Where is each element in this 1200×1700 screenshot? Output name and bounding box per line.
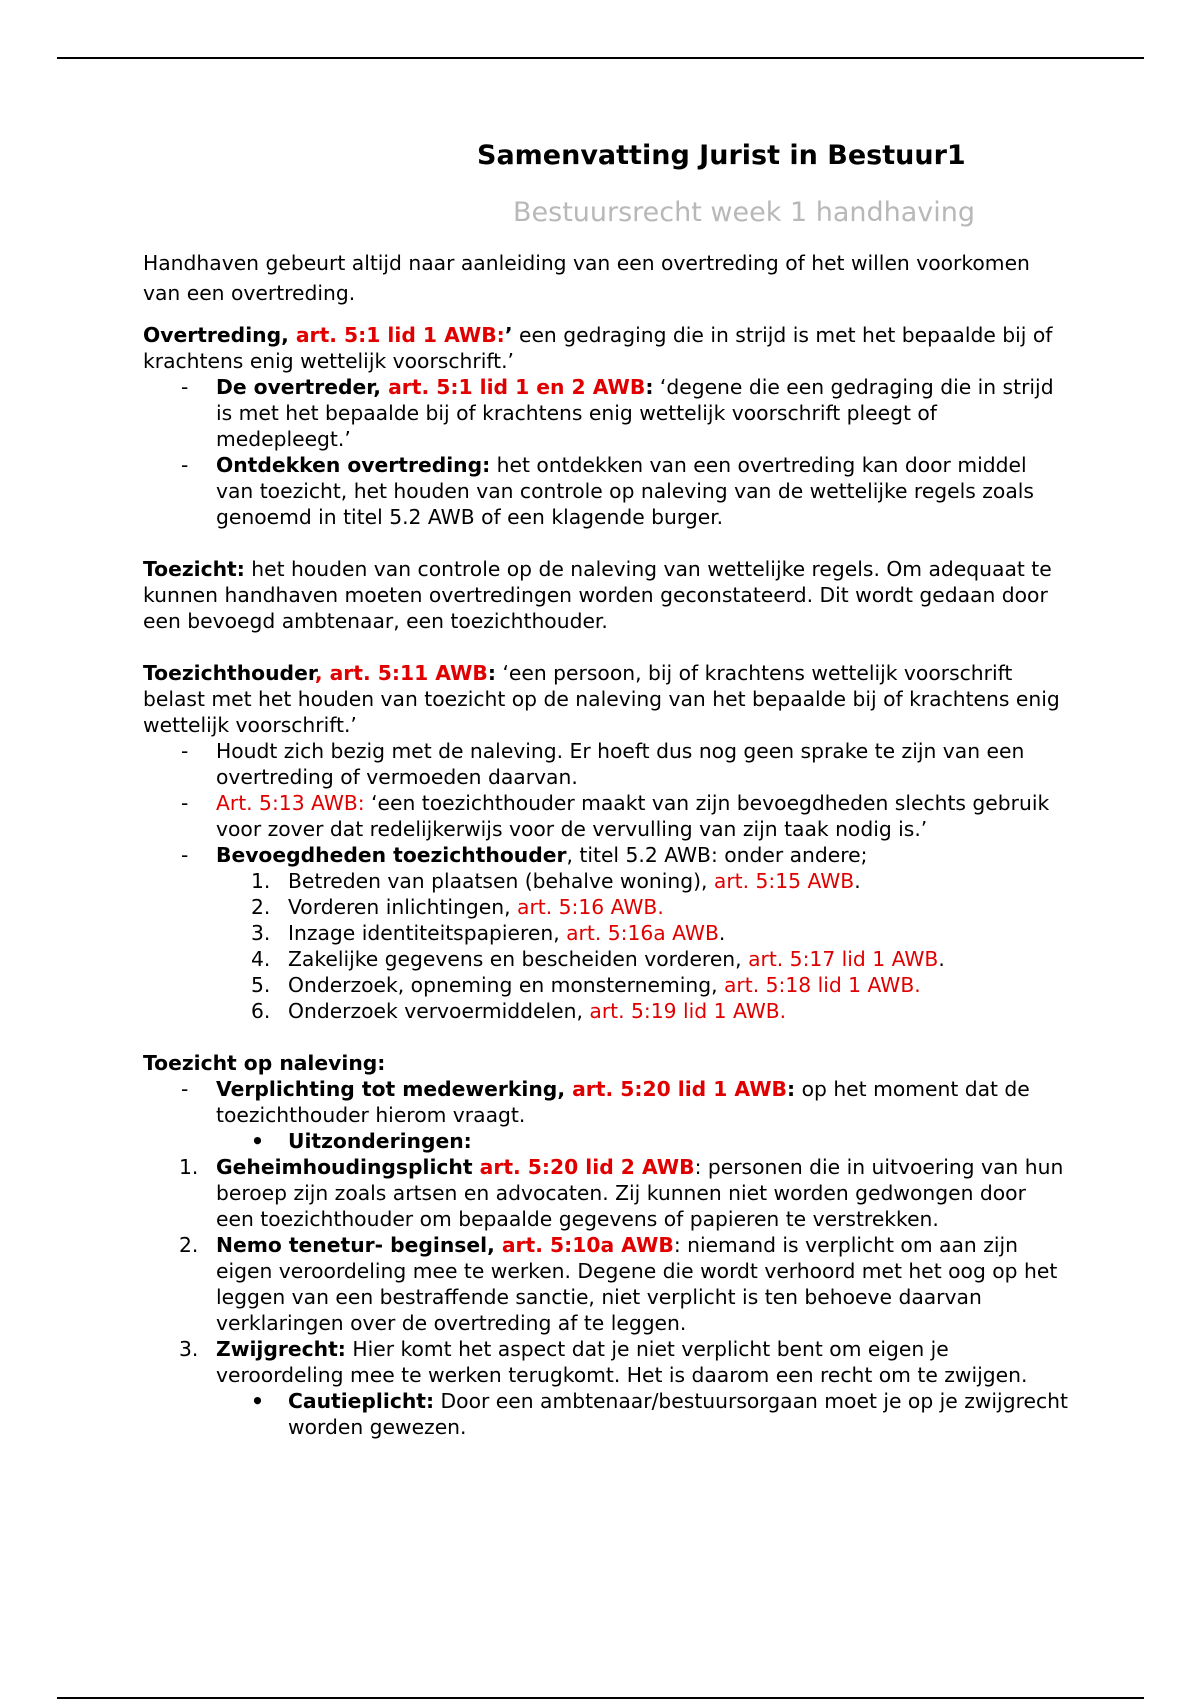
list-item [143, 374, 1068, 452]
power-article-ref: art. 5:16 AWB. [517, 895, 664, 919]
naleving-heading [143, 1050, 1068, 1076]
exception-term: Nemo tenetur- beginsel, [216, 1233, 502, 1257]
header-rule [57, 57, 1144, 59]
power-end: . [938, 947, 945, 971]
medewerking-article-ref: art. 5:20 lid 1 AWB [572, 1077, 788, 1101]
exceptions-list [143, 1154, 1068, 1388]
list-item [143, 998, 1068, 1024]
list-item [143, 1128, 1068, 1154]
toezichthouder-list [143, 738, 1068, 868]
toezicht-definition [143, 556, 1068, 634]
uitzonderingen-label: Uitzonderingen: [288, 1129, 472, 1153]
list-item [143, 946, 1068, 972]
exception-text: : personen die in uitvoering van hun beroep zijn zoals artsen en advocaten. Zij kunnen niet worden gedwongen door een toezichthouder om bepaalde gegevens of papieren te verstrekken. [216, 1155, 1064, 1231]
overtreder-term: De overtreder, [216, 375, 389, 399]
toezichthouder-article-ref: , art. 5:11 AWB [314, 661, 488, 685]
intro-paragraph: Handhaven gebeurt altijd naar aanleiding van een overtreding of het willen voorkomen van een overtreding. [143, 251, 1030, 305]
bevoegdheden-text: , titel 5.2 AWB: onder andere; [566, 843, 868, 867]
medewerking-term: Verplichting tot medewerking, [216, 1077, 573, 1101]
list-item [143, 894, 1068, 920]
list-item [143, 1388, 1068, 1440]
exception-article-ref: art. 5:10a AWB [501, 1233, 674, 1257]
footer-rule [57, 1697, 1144, 1699]
power-article-ref: art. 5:19 lid 1 AWB. [589, 999, 787, 1023]
list-number: 1. [179, 1155, 199, 1179]
power-article-ref: art. 5:18 lid 1 AWB. [723, 973, 921, 997]
list-item [143, 790, 1068, 842]
toezichthouder-text: ‘een persoon, bij of krachtens wettelijk voorschrift belast met het houden van toezicht op de naleving van het bepaalde bij of krachtens enig wettelijk voorschrift.’ [143, 661, 1060, 737]
bevoegdheden-term: Bevoegdheden toezichthouder [216, 843, 567, 867]
power-text: Inzage identiteitspapieren, [288, 921, 567, 945]
list-item: - Houdt zich bezig met de naleving. Er hoeft dus nog geen sprake te zijn van een overtreding of vermoeden daarvan. [143, 738, 1068, 790]
list-number: 1. [251, 869, 271, 893]
overtreding-text: een gedraging die in strijd is met het bepaalde bij of krachtens enig wettelijk voorschrift.’ [143, 323, 1053, 373]
overtreding-article-ref: art. 5:1 lid 1 AWB: [295, 323, 505, 347]
ontdekken-text: het ontdekken van een overtreding kan door middel van toezicht, het houden van controle op naleving van de wettelijke regels zoals genoemd in titel 5.2 AWB of een klagende burger. [216, 453, 1034, 529]
power-end: . [854, 869, 861, 893]
cautie-term: Cautieplicht: [288, 1389, 435, 1413]
power-end: . [718, 921, 726, 945]
toezichthouder-colon: : [487, 661, 497, 685]
power-text: Vorderen inlichtingen, [288, 895, 518, 919]
list-item [143, 868, 1068, 894]
toezichthouder-term: Toezichthouder [143, 661, 315, 685]
list-number: 2. [251, 895, 271, 919]
list-number: 5. [251, 973, 271, 997]
list-number: 4. [251, 947, 271, 971]
document-subtitle: Bestuursrecht week 1 handhaving [513, 197, 976, 228]
list-number: 2. [179, 1233, 199, 1257]
power-text: Onderzoek vervoermiddelen, [288, 999, 590, 1023]
cautie-list [143, 1388, 1068, 1440]
list-item [143, 1154, 1068, 1232]
uitzonderingen-list [143, 1128, 1068, 1154]
list-item [143, 1232, 1068, 1336]
overtreding-term: Overtreding, [143, 323, 296, 347]
document-body [143, 248, 1068, 1440]
list-item [143, 920, 1068, 946]
overtreding-quote-mark: ’ [504, 323, 513, 347]
document-title: Samenvatting Jurist in Bestuur1 [477, 140, 966, 171]
medewerking-colon: : [787, 1077, 796, 1101]
medewerking-text: op het moment dat de toezichthouder hierom vraagt. [216, 1077, 1030, 1127]
overtreder-colon: : [645, 375, 654, 399]
exception-article-ref: art. 5:20 lid 2 AWB [479, 1155, 695, 1179]
power-article-ref: art. 5:16a AWB [566, 921, 719, 945]
naleving-list [143, 1076, 1068, 1128]
toezicht-text: het houden van controle op de naleving van wettelijke regels. Om adequaat te kunnen handhaven moeten overtredingen worden geconstateerd. Dit wordt gedaan door een bevoegd ambtenaar, een toezichthouder. [143, 557, 1052, 633]
power-article-ref: art. 5:15 AWB [713, 869, 855, 893]
powers-list [143, 868, 1068, 1024]
power-text: Zakelijke gegevens en bescheiden vorderen, [288, 947, 749, 971]
list-item [143, 452, 1068, 530]
toezichthouder-definition [143, 660, 1068, 738]
exception-term: Geheimhoudingsplicht [216, 1155, 480, 1179]
list-number: 3. [179, 1337, 199, 1361]
naleving-heading-text: Toezicht op naleving: [143, 1051, 386, 1075]
ontdekken-term: Ontdekken overtreding: [216, 453, 491, 477]
toezicht-term: Toezicht: [143, 557, 245, 581]
exception-term: Zwijgrecht: [216, 1337, 346, 1361]
list-item [143, 1076, 1068, 1128]
list-number: 6. [251, 999, 271, 1023]
overtreding-list [143, 374, 1068, 530]
overtreder-article-ref: art. 5:1 lid 1 en 2 AWB [388, 375, 646, 399]
list-item [143, 1336, 1068, 1388]
cautie-text: Door een ambtenaar/bestuursorgaan moet je op je zwijgrecht worden gewezen. [288, 1389, 1068, 1439]
overtreder-text: ‘degene die een gedraging die in strijd is met het bepaalde bij of krachtens enig wettelijk voorschrift pleegt of medepleegt.’ [216, 375, 1054, 451]
power-text: Betreden van plaatsen (behalve woning), [288, 869, 714, 893]
power-text: Onderzoek, opneming en monsterneming, [288, 973, 724, 997]
list-item [143, 842, 1068, 868]
list-number: 3. [251, 921, 271, 945]
overtreding-definition [143, 322, 1068, 374]
power-article-ref: art. 5:17 lid 1 AWB [748, 947, 939, 971]
art-5-13-text: ‘een toezichthouder maakt van zijn bevoegdheden slechts gebruik voor zover dat redelijkerwijs voor de vervulling van zijn taak nodig is.’ [216, 791, 1050, 841]
exception-text: Hier komt het aspect dat je niet verplicht bent om eigen je veroordeling mee te werken terugkomt. Het is daarom een recht om te zwijgen. [216, 1337, 1028, 1387]
exception-text: : niemand is verplicht om aan zijn eigen veroordeling mee te werken. Degene die wordt verhoord met het oog op het leggen van een bestraffende sanctie, niet verplicht is ten behoeve daarvan verklaringen over de overtreding af te leggen. [216, 1233, 1058, 1335]
art-5-13-ref: Art. 5:13 AWB: [216, 791, 365, 815]
list-item [143, 972, 1068, 998]
